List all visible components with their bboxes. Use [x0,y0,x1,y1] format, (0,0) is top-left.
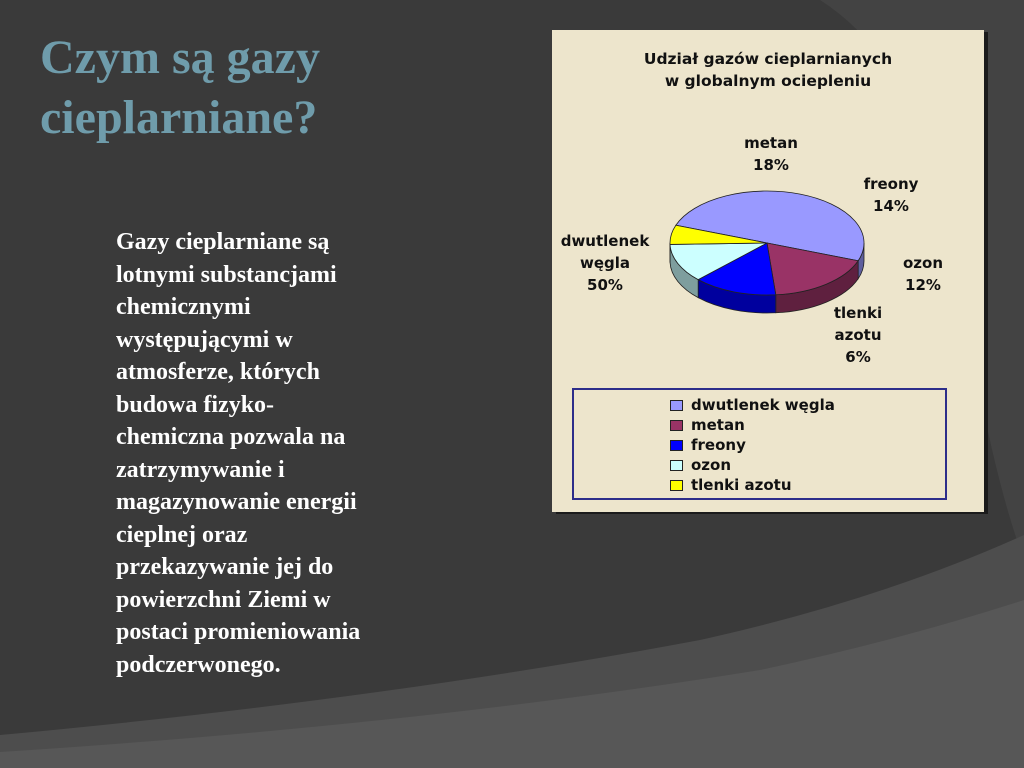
chart-title-line: w globalnym ociepleniu [664,72,872,90]
slice-label-tlenki-azotu [803,302,913,368]
slide-title-line: cieplarniane? [40,91,318,144]
body-line: lotnymi substancjami [116,261,337,288]
slice-label-value: 12% [905,276,941,294]
slice-label-name: węgla [579,254,631,272]
legend-swatch [670,460,683,471]
body-line: postaci promieniowania [116,619,361,645]
slice-label-name: ozon [902,254,944,272]
slice-label-name: tlenki [833,304,883,322]
legend-item [670,475,945,495]
slide-title-line: Czym są gazy [40,31,320,84]
slice-label-dwutlenek-wegla [550,230,660,296]
body-line: chemicznymi [116,294,251,320]
slice-label-name: freony [863,175,919,193]
legend-label: ozon [691,456,732,474]
slice-label-metan [716,132,826,176]
chart-panel [552,30,984,512]
legend-label: freony [691,436,746,454]
slice-label-name: metan [744,134,798,152]
body-line: zatrzymywanie i [116,456,285,483]
legend-swatch [670,480,683,491]
slice-label-ozon [868,252,978,296]
chart-title-line: Udział gazów cieplarnianych [643,50,893,68]
legend-item [670,455,945,475]
legend-swatch [670,400,683,411]
body-line: powierzchni Ziemi w [116,586,331,613]
slice-label-name: dwutlenek [560,232,650,250]
legend-label: tlenki azotu [691,476,792,494]
legend-swatch [670,440,683,451]
body-line: przekazywanie jej do [116,554,334,580]
chart-legend [572,388,947,500]
body-line: podczerwonego. [116,651,281,678]
legend-label: dwutlenek węgla [691,396,835,414]
body-line: budowa fizyko- [116,391,275,418]
slice-label-name: azotu [834,326,882,344]
legend-item [670,435,945,455]
slide-title [40,28,500,148]
legend-label: metan [691,416,745,434]
slice-label-value: 18% [753,156,789,174]
slice-label-value: 14% [873,197,909,215]
slice-label-value: 6% [845,348,871,366]
legend-item [670,415,945,435]
legend-item [670,395,945,415]
body-line: cieplnej oraz [116,521,248,548]
slice-label-value: 50% [587,276,623,294]
body-line: atmosferze, których [116,359,320,385]
body-line: Gazy cieplarniane są [116,229,330,255]
slide-body-text [116,226,446,681]
legend-swatch [670,420,683,431]
body-line: chemiczna pozwala na [116,424,346,450]
body-line: występującymi w [116,326,293,353]
chart-title [552,48,984,92]
slice-label-freony [836,173,946,217]
body-line: magazynowanie energii [116,489,357,515]
